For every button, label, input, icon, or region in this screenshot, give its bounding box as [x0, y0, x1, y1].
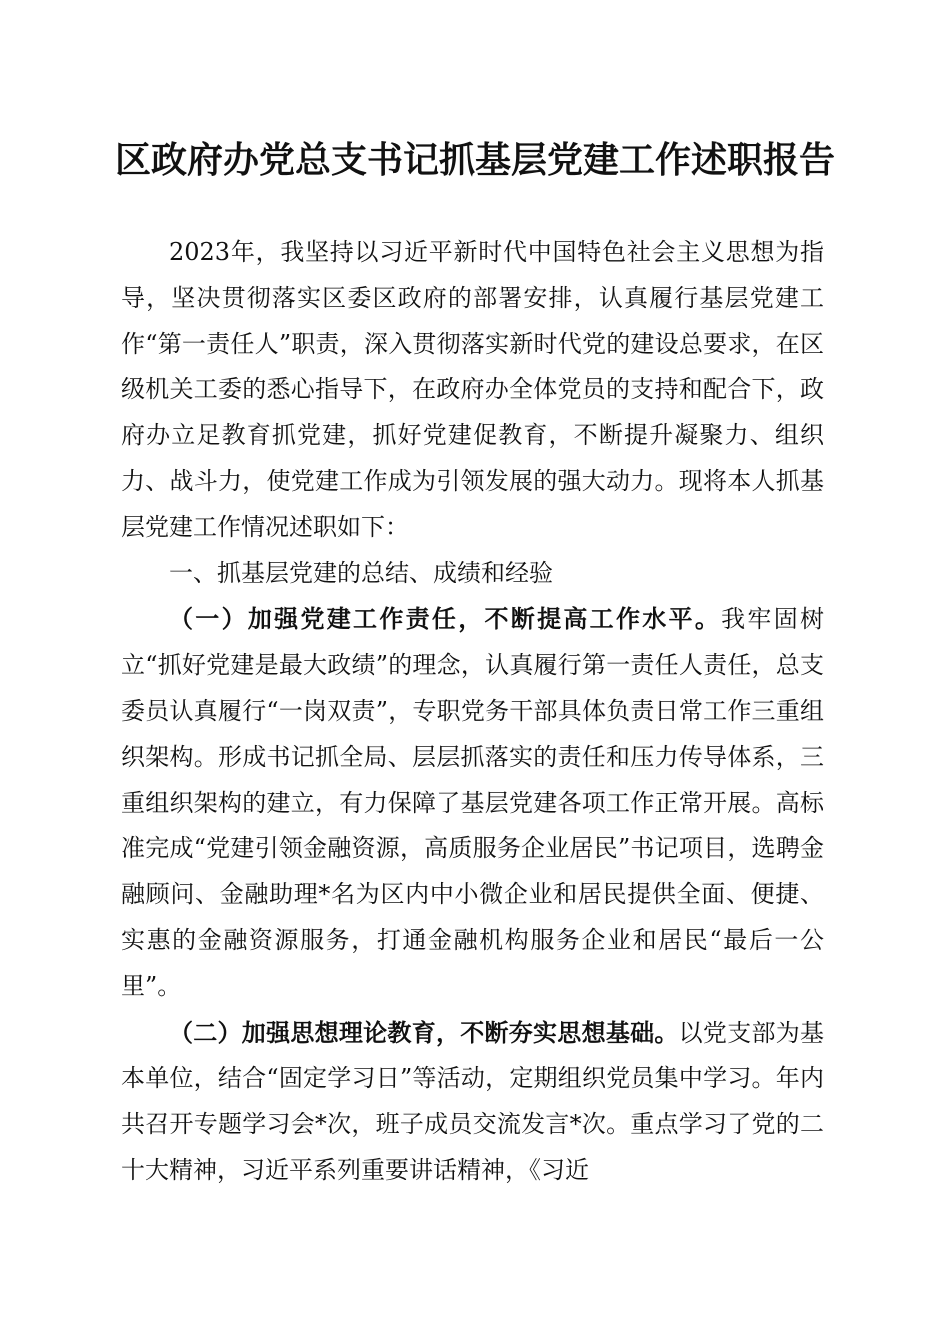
intro-paragraph: 2023年，我坚持以习近平新时代中国特色社会主义思想为指导，坚决贯彻落实区委区政府的部署安排，认真履行基层党建工作“第一责任人”职责，深入贯彻落实新时代党的建设总要求，在区级机关工委的悉心指导下，在政府办全体党员的支持和配合下，政府办立足教育抓党建，抓好党建促教育，不断提升凝聚力、组织力、战斗力，使党建工作成为引领发展的强大动力。现将本人抓基层党建工作情况述职如下：	[121, 238, 824, 541]
subsection-2-paragraph	[121, 1010, 824, 1194]
document-title: 区政府办党总支书记抓基层党建工作述职报告	[114, 139, 835, 181]
section-heading-1: 一、抓基层党建的总结、成绩和经验	[169, 558, 553, 587]
subsection-2-text: 以党支部为基本单位，结合“固定学习日”等活动，定期组织党员集中学习。年内共召开专题学习会*次，班子成员交流发言*次。重点学习了党的二十大精神，习近平系列重要讲话精神，《习近	[121, 1018, 825, 1184]
subsection-1-paragraph	[121, 596, 824, 1009]
subsection-1-text: 我牢固树立“抓好党建是最大政绩”的理念，认真履行第一责任人责任，总支委员认真履行“一岗双责”，专职党务干部具体负责日常工作三重组织架构。形成书记抓全局、层层抓落实的责任和压力传导体系，三重组织架构的建立，有力保障了基层党建各项工作正常开展。高标准完成“党建引领金融资源，高质服务企业居民”书记项目，选聘金融顾问、金融助理*名为区内中小微企业和居民提供全面、便捷、实惠的金融资源服务，打通金融机构服务企业和居民“最后一公里”。	[121, 605, 824, 1000]
subsection-2-heading: （二）加强思想理论教育，不断夯实思想基础。	[169, 1017, 679, 1047]
document-body	[121, 230, 824, 1194]
subsection-1-heading: （一）加强党建工作责任，不断提高工作水平。	[169, 604, 722, 634]
